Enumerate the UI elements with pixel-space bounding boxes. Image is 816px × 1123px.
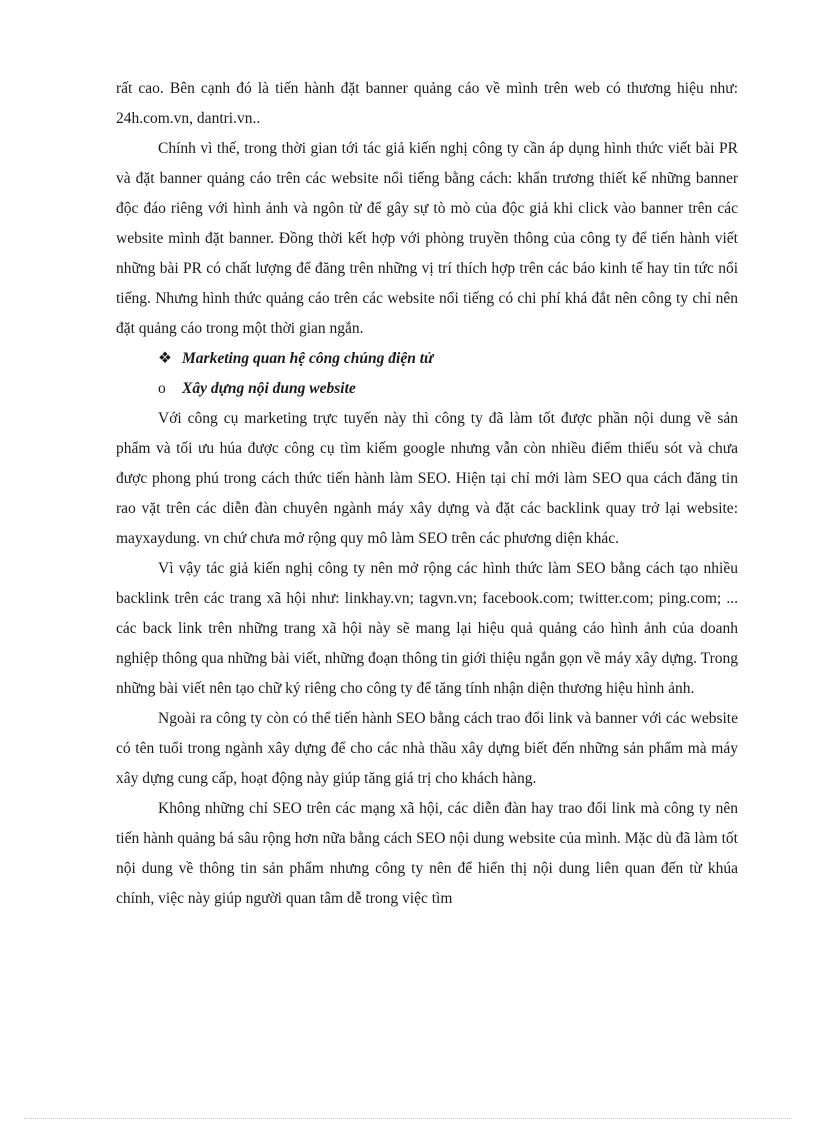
paragraph: Với công cụ marketing trực tuyến này thì công ty đã làm tốt được phần nội dung về sản phẩm và tối ưu húa được công cụ tìm kiếm google nhưng vẫn còn nhiều điểm thiếu sót và chưa được phong phú trong cách thức tiến hành làm SEO. Hiện tại chỉ mới làm SEO qua cách đăng tin rao vặt trên các diễn đàn chuyên ngành máy xây dựng và đặt các backlink quay trở lại website: mayxaydung. vn chứ chưa mở rộng quy mô làm SEO trên các phương diện khác. — [116, 410, 738, 547]
diamond-bullet-icon: ❖ — [158, 350, 172, 367]
paragraph: Ngoài ra công ty còn có thể tiến hành SEO bằng cách trao đổi link và banner với các website có tên tuổi trong ngành xây dựng để cho các nhà thầu xây dựng biết đến những sản phẩm mà máy xây dựng cung cấp, hoạt động này giúp tăng giá trị cho khách hàng. — [116, 710, 738, 787]
section-heading — [116, 344, 738, 374]
section-heading-text: Marketing quan hệ công chúng điện tử — [182, 350, 434, 367]
document-body — [116, 74, 738, 914]
paragraph: Vì vậy tác giả kiến nghị công ty nên mở rộng các hình thức làm SEO bằng cách tạo nhiều backlink trên các trang xã hội như: linkhay.vn; tagvn.vn; facebook.com; twitter.com; ping.com; ... các back link trên những trang xã hội này sẽ mang lại hiệu quả quảng cáo hình ảnh của doanh nghiệp thông qua những bài viết, những đoạn thông tin giới thiệu ngắn gọn về máy xây dựng. Trong những bài viết nên tạo chữ ký riêng cho công ty để tăng tính nhận diện thương hiệu hình ảnh. — [116, 560, 738, 697]
paragraph: Chính vì thế, trong thời gian tới tác giả kiến nghị công ty cần áp dụng hình thức viết bài PR và đặt banner quảng cáo trên các website nổi tiếng bằng cách: khẩn trương thiết kế những banner độc đáo riêng với hình ảnh và ngôn từ để gây sự tò mò của độc giả khi click vào banner trên các website mình đặt banner. Đồng thời kết hợp với phòng truyền thông của công ty để tiến hành viết những bài PR có chất lượng để đăng trên những vị trí thích hợp trên các báo kinh tế hay tin tức nổi tiếng. Nhưng hình thức quảng cáo trên các website nổi tiếng có chi phí khá đắt nên công ty chỉ nên đặt quảng cáo trong một thời gian ngắn. — [116, 140, 738, 337]
paragraph: rất cao. Bên cạnh đó là tiến hành đặt banner quảng cáo về mình trên web có thương hiệu như: 24h.com.vn, dantri.vn.. — [116, 80, 738, 127]
paragraph: Không những chỉ SEO trên các mạng xã hội, các diễn đàn hay trao đổi link mà công ty nên tiến hành quảng bá sâu rộng hơn nữa bằng cách SEO nội dung website của mình. Mặc dù đã làm tốt nội dung về thông tin sản phẩm nhưng công ty nên để hiển thị nội dung liên quan đến từ khúa chính, việc này giúp người quan tâm dễ trong việc tìm — [116, 800, 738, 907]
subsection-heading — [116, 374, 738, 404]
circle-bullet-icon: o — [158, 380, 166, 397]
page-bottom-divider — [24, 1118, 792, 1119]
subsection-heading-text: Xây dựng nội dung website — [182, 380, 356, 397]
